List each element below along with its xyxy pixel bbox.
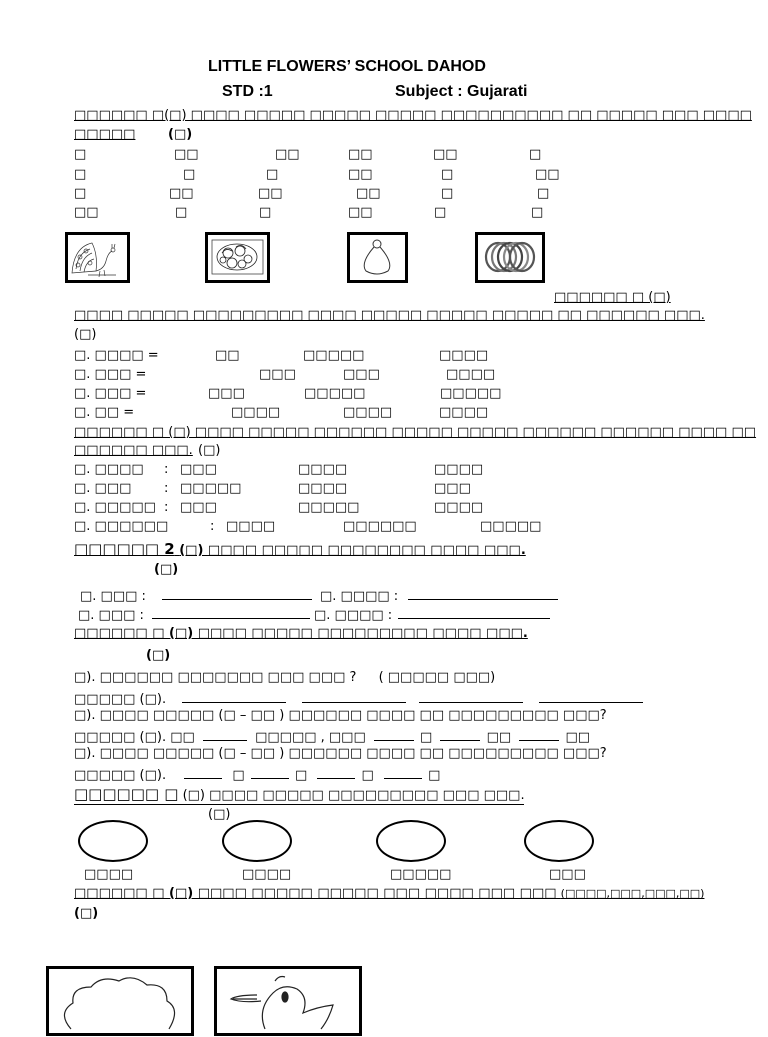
- q4-item: [80, 586, 312, 605]
- grid-cell: □□: [169, 186, 194, 201]
- q7-hint: (□□□□,□□□,□□□,□□): [560, 887, 705, 900]
- q1-instruction-cont: □□□□□: [74, 127, 136, 142]
- q3-word: □. □□□□: [74, 462, 144, 477]
- answer-label: □□□□□ (□). □□: [74, 730, 195, 745]
- q3-option: □□□□□□: [343, 519, 417, 534]
- q3-option: □□□□: [434, 500, 484, 515]
- grid-cell: □□: [174, 147, 199, 162]
- answer-oval[interactable]: [376, 820, 446, 862]
- q2-word: □. □□□ =: [74, 386, 147, 401]
- q3-option: □□□□□: [180, 481, 242, 496]
- grid-cell: □: [74, 186, 87, 201]
- q6-heading: [74, 786, 524, 805]
- q2-word: □. □□ =: [74, 405, 135, 420]
- q4-item: [78, 605, 310, 624]
- q4-heading: [74, 541, 526, 559]
- q6-instruction: (□) □□□□ □□□□□ □□□□□□□□□ □□□ □□□.: [182, 788, 525, 803]
- answer-oval[interactable]: [222, 820, 292, 862]
- q4-item-label: □. □□□□ :: [314, 608, 393, 623]
- q3-word: □. □□□□□: [74, 500, 156, 515]
- q5-a-answer: [74, 689, 643, 708]
- q1-marks: (□): [168, 127, 193, 142]
- q2-option: □□□□: [439, 348, 489, 363]
- answer-blank[interactable]: [302, 689, 406, 703]
- grid-cell: □: [175, 205, 188, 220]
- grid-cell: □: [74, 147, 87, 162]
- grid-cell: □: [441, 167, 454, 182]
- q2-label: □□□□□□ □ (□): [554, 290, 671, 305]
- q6-word: □□□□□: [390, 867, 452, 882]
- grid-cell: □: [537, 186, 550, 201]
- q2-option: □□: [215, 348, 240, 363]
- q4-item-label: □. □□□ :: [80, 589, 146, 604]
- q5-b-answer: [74, 727, 590, 746]
- q3-instruction-cont: □□□□□□ □□□.: [74, 443, 193, 458]
- grid-cell: □: [183, 167, 196, 182]
- q3-option: □□□: [180, 462, 217, 477]
- q2-instruction: □□□□ □□□□□ □□□□□□□□□ □□□□ □□□□□ □□□□□ □□□□□ □□ □□□□□□ □□□.: [74, 308, 705, 323]
- answer-sep: □: [294, 768, 308, 783]
- q3-option: □□□□: [226, 519, 276, 534]
- answer-blank[interactable]: [152, 605, 310, 619]
- q5-c-question: □). □□□□ □□□□□ (□ – □□ ) □□□□□□ □□□□ □□ □□□□□□□□□ □□□?: [74, 746, 607, 761]
- grid-cell: □□: [275, 147, 300, 162]
- subject-label: Subject : Gujarati: [395, 83, 528, 100]
- grid-cell: □: [531, 205, 544, 220]
- grid-cell: □: [434, 205, 447, 220]
- answer-blank[interactable]: [408, 586, 558, 600]
- q5-a-question: [74, 670, 495, 686]
- answer-blank[interactable]: [374, 727, 414, 741]
- duck-image: [214, 966, 362, 1036]
- q3-word: □. □□□□□□: [74, 519, 169, 534]
- grid-cell: □: [259, 205, 272, 220]
- q3-instruction: □□□□□□ □ (□) □□□□ □□□□□ □□□□□□ □□□□□ □□□□□ □□□□□□ □□□□□□ □□□□ □□: [74, 425, 757, 440]
- grid-cell: □□: [535, 167, 560, 182]
- q6-word: □□□□: [242, 867, 292, 882]
- grid-cell: □: [74, 167, 87, 182]
- q6-word: □□□□: [84, 867, 134, 882]
- grid-cell: □: [529, 147, 542, 162]
- q7-heading: [74, 886, 704, 902]
- q5-marks: (□): [146, 648, 171, 663]
- answer-blank[interactable]: [398, 605, 550, 619]
- q3-option: □□□□□: [298, 500, 360, 515]
- peacock-image: [65, 232, 130, 283]
- answer-sep: □: [428, 768, 441, 783]
- bangles-image: [475, 232, 545, 283]
- grid-cell: □□: [433, 147, 458, 162]
- q3-option: □□□: [180, 500, 217, 515]
- q6-word: □□□: [549, 867, 586, 882]
- q2-option: □□□□: [231, 405, 281, 420]
- answer-blank[interactable]: [317, 765, 355, 779]
- q5-a-hint: ( □□□□□ □□□): [378, 670, 496, 685]
- q4-item-label: □. □□□□ :: [320, 589, 399, 604]
- q3-sep: :: [164, 462, 169, 477]
- q2-word: □. □□□□ =: [74, 348, 159, 363]
- q5-heading: □□□□□□ □ (□) □□□□ □□□□□ □□□□□□□□□ □□□□ □□□.: [74, 626, 528, 641]
- grid-cell: □□: [356, 186, 381, 201]
- answer-oval[interactable]: [524, 820, 594, 862]
- q4-item: [320, 586, 558, 605]
- answer-oval[interactable]: [78, 820, 148, 862]
- q2-marks: (□): [74, 327, 97, 342]
- std-label: STD :1: [222, 83, 273, 100]
- answer-blank[interactable]: [519, 727, 559, 741]
- grid-cell: □: [441, 186, 454, 201]
- answer-sep: □: [361, 768, 374, 783]
- q2-option: □□□□: [446, 367, 496, 382]
- q3-sep: :: [210, 519, 215, 534]
- cloud-image: [46, 966, 194, 1036]
- q3-sep: :: [164, 500, 169, 515]
- rangoli-image: [205, 232, 270, 283]
- q7-instruction: □□□□□□ □ (□) □□□□ □□□□□ □□□□□ □□□ □□□□ □□□ □□□: [74, 886, 557, 901]
- answer-blank[interactable]: [182, 689, 286, 703]
- q3-option: □□□□: [298, 481, 348, 496]
- answer-sep: □: [232, 768, 245, 783]
- q3-option: □□□: [434, 481, 471, 496]
- q5-b-question: □). □□□□ □□□□□ (□ – □□ ) □□□□□□ □□□□ □□ □□□□□□□□□ □□□?: [74, 708, 607, 723]
- answer-text: □□: [486, 730, 512, 745]
- q5-a-text: □). □□□□□□ □□□□□□□ □□□ □□□ ?: [74, 670, 357, 685]
- answer-blank[interactable]: [440, 727, 480, 741]
- q2-option: □□□□: [343, 405, 393, 420]
- answer-text: □□: [565, 730, 591, 745]
- q2-option: □□□□□: [304, 386, 366, 401]
- answer-blank[interactable]: [384, 765, 422, 779]
- q2-option: □□□□□: [303, 348, 365, 363]
- q6-marks: (□): [208, 807, 231, 822]
- q2-option: □□□: [208, 386, 245, 401]
- answer-blank[interactable]: [162, 586, 312, 600]
- q4-item: [314, 605, 550, 624]
- q3-option: □□□□: [298, 462, 348, 477]
- grid-cell: □□: [348, 147, 373, 162]
- grid-cell: □□: [348, 167, 373, 182]
- q4-label: □□□□□□ 2: [74, 540, 175, 558]
- q2-word: □. □□□ =: [74, 367, 147, 382]
- grid-cell: □□: [348, 205, 373, 220]
- answer-label: □□□□□ (□).: [74, 768, 167, 783]
- q2-option: □□□: [259, 367, 296, 382]
- necklace-image: [347, 232, 408, 283]
- grid-cell: □□: [74, 205, 99, 220]
- answer-text: □□□□□ , □□□: [255, 730, 366, 745]
- q4-instruction: (□) □□□□ □□□□□ □□□□□□□□ □□□□ □□□.: [179, 543, 526, 558]
- q2-option: □□□□: [439, 405, 489, 420]
- q2-option: □□□: [343, 367, 380, 382]
- answer-text: □: [420, 730, 433, 745]
- grid-cell: □: [266, 167, 279, 182]
- school-title: LITTLE FLOWERS’ SCHOOL DAHOD: [208, 58, 486, 75]
- answer-label: □□□□□ (□).: [74, 692, 167, 707]
- q2-option: □□□□□: [440, 386, 502, 401]
- answer-blank[interactable]: [251, 765, 289, 779]
- q5-c-answer: [74, 765, 440, 784]
- q3-option: □□□□□: [480, 519, 542, 534]
- answer-blank[interactable]: [184, 765, 222, 779]
- q1-instruction: □□□□□□ □(□) □□□□ □□□□□ □□□□□ □□□□□ □□□□□□□□□□ □□ □□□□□ □□□ □□□□: [74, 108, 752, 123]
- q4-item-label: □. □□□ :: [78, 608, 144, 623]
- q3-option: □□□□: [434, 462, 484, 477]
- answer-blank[interactable]: [539, 689, 643, 703]
- answer-blank[interactable]: [419, 689, 523, 703]
- grid-cell: □□: [258, 186, 283, 201]
- q4-marks: (□): [154, 562, 179, 577]
- q3-word: □. □□□: [74, 481, 132, 496]
- q3-sep: :: [164, 481, 169, 496]
- q3-marks: (□): [198, 443, 221, 458]
- q6-label: □□□□□□ □: [74, 785, 179, 803]
- q7-marks: (□): [74, 906, 99, 921]
- answer-blank[interactable]: [203, 727, 247, 741]
